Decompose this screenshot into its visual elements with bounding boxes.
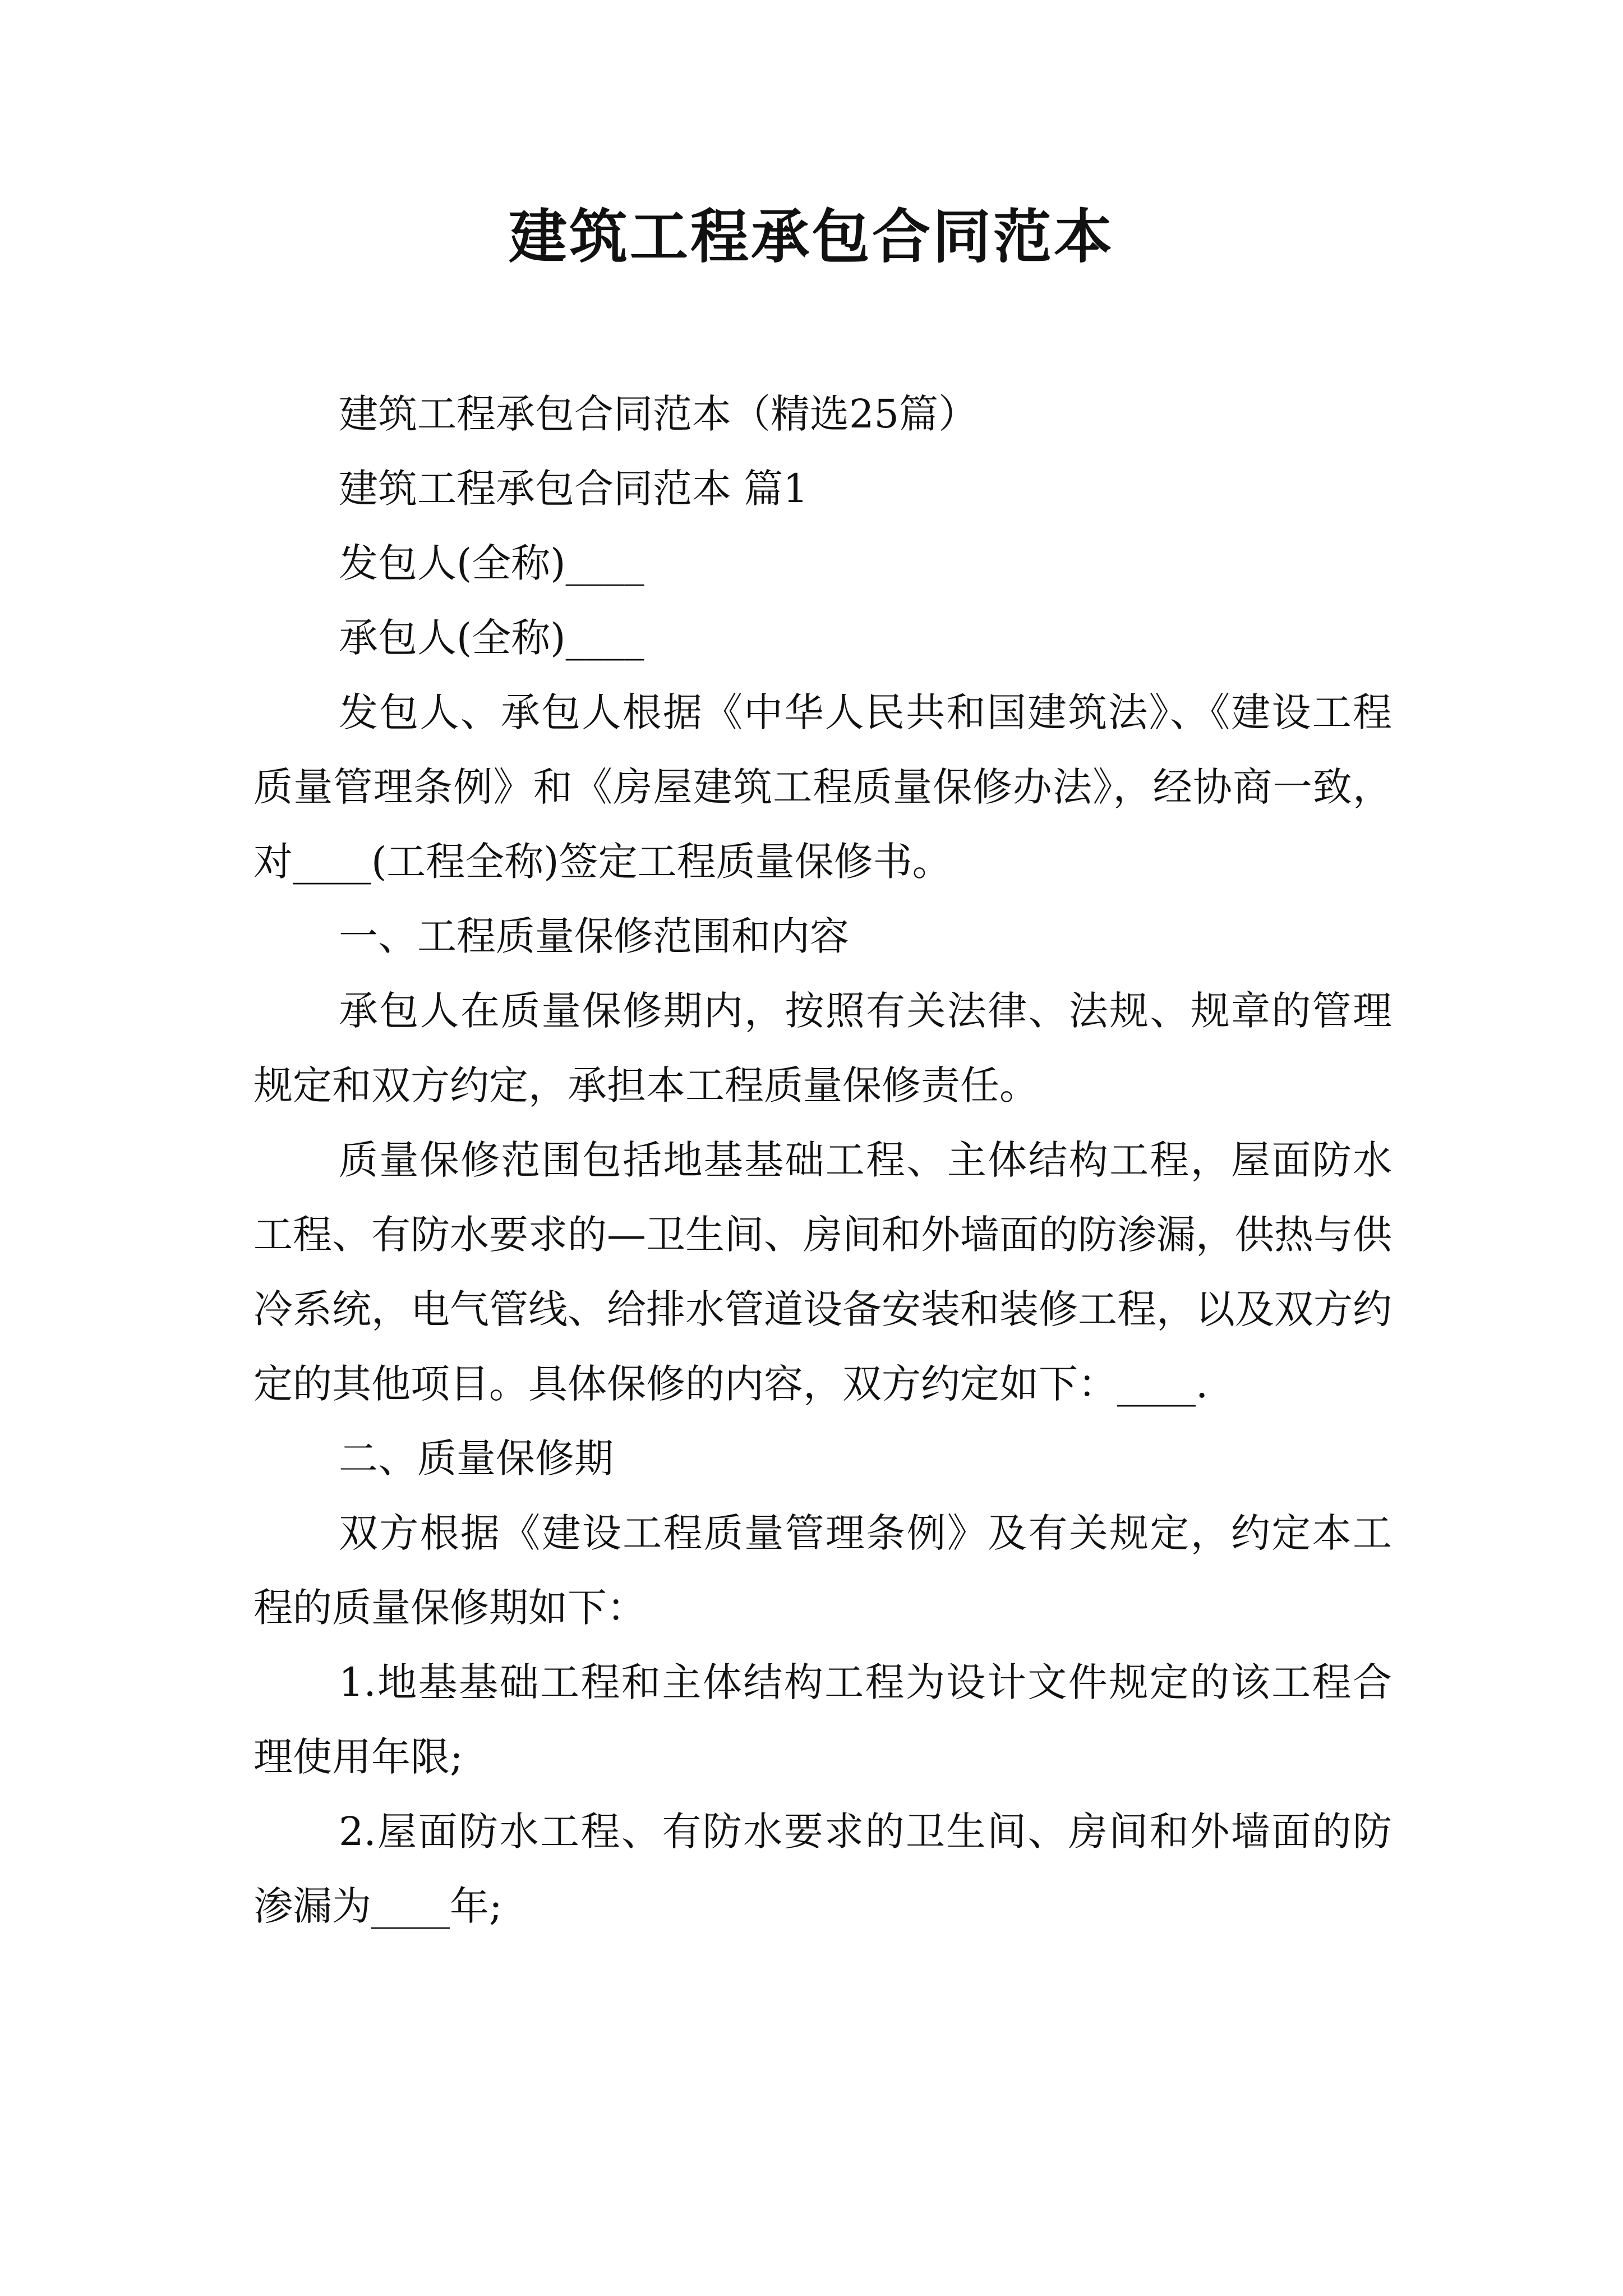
paragraph-scope: 质量保修范围包括地基基础工程、主体结构工程，屋面防水工程、有防水要求的—卫生间、房间和外墙面的防渗漏，供热与供冷系统，电气管线、给排水管道设备安装和装修工程，以及双方约定的其他项目。具体保修的内容，双方约定如下：____.: [253, 1137, 1392, 1407]
paragraph-item-2: 2.屋面防水工程、有防水要求的卫生间、房间和外墙面的防渗漏为____年;: [253, 1809, 1392, 1929]
paragraph-contractor: 承包人(全称)____: [339, 615, 644, 661]
paragraph-section-heading: 建筑工程承包合同范本 篇1: [339, 466, 808, 512]
document-body: [253, 377, 1392, 1944]
paragraph-heading-period: 二、质量保修期: [339, 1435, 614, 1481]
paragraph-period-intro: 双方根据《建设工程质量管理条例》及有关规定，约定本工程的质量保修期如下：: [253, 1510, 1392, 1631]
paragraph-heading-scope: 一、工程质量保修范围和内容: [339, 913, 849, 959]
paragraph-subtitle: 建筑工程承包合同范本（精选25篇）: [339, 391, 978, 437]
paragraph-item-1: 1.地基基础工程和主体结构工程为设计文件规定的该工程合理使用年限;: [253, 1659, 1392, 1780]
document-title: 建筑工程承包合同范本: [508, 202, 1114, 271]
paragraph-employer: 发包人(全称)____: [339, 540, 644, 586]
paragraph-preamble: 发包人、承包人根据《中华人民共和国建筑法》、《建设工程质量管理条例》和《房屋建筑工程质量保修办法》，经协商一致，对____(工程全称)签定工程质量保修书。: [253, 689, 1392, 885]
paragraph-responsibility: 承包人在质量保修期内，按照有关法律、法规、规章的管理规定和双方约定，承担本工程质量保修责任。: [253, 988, 1392, 1108]
